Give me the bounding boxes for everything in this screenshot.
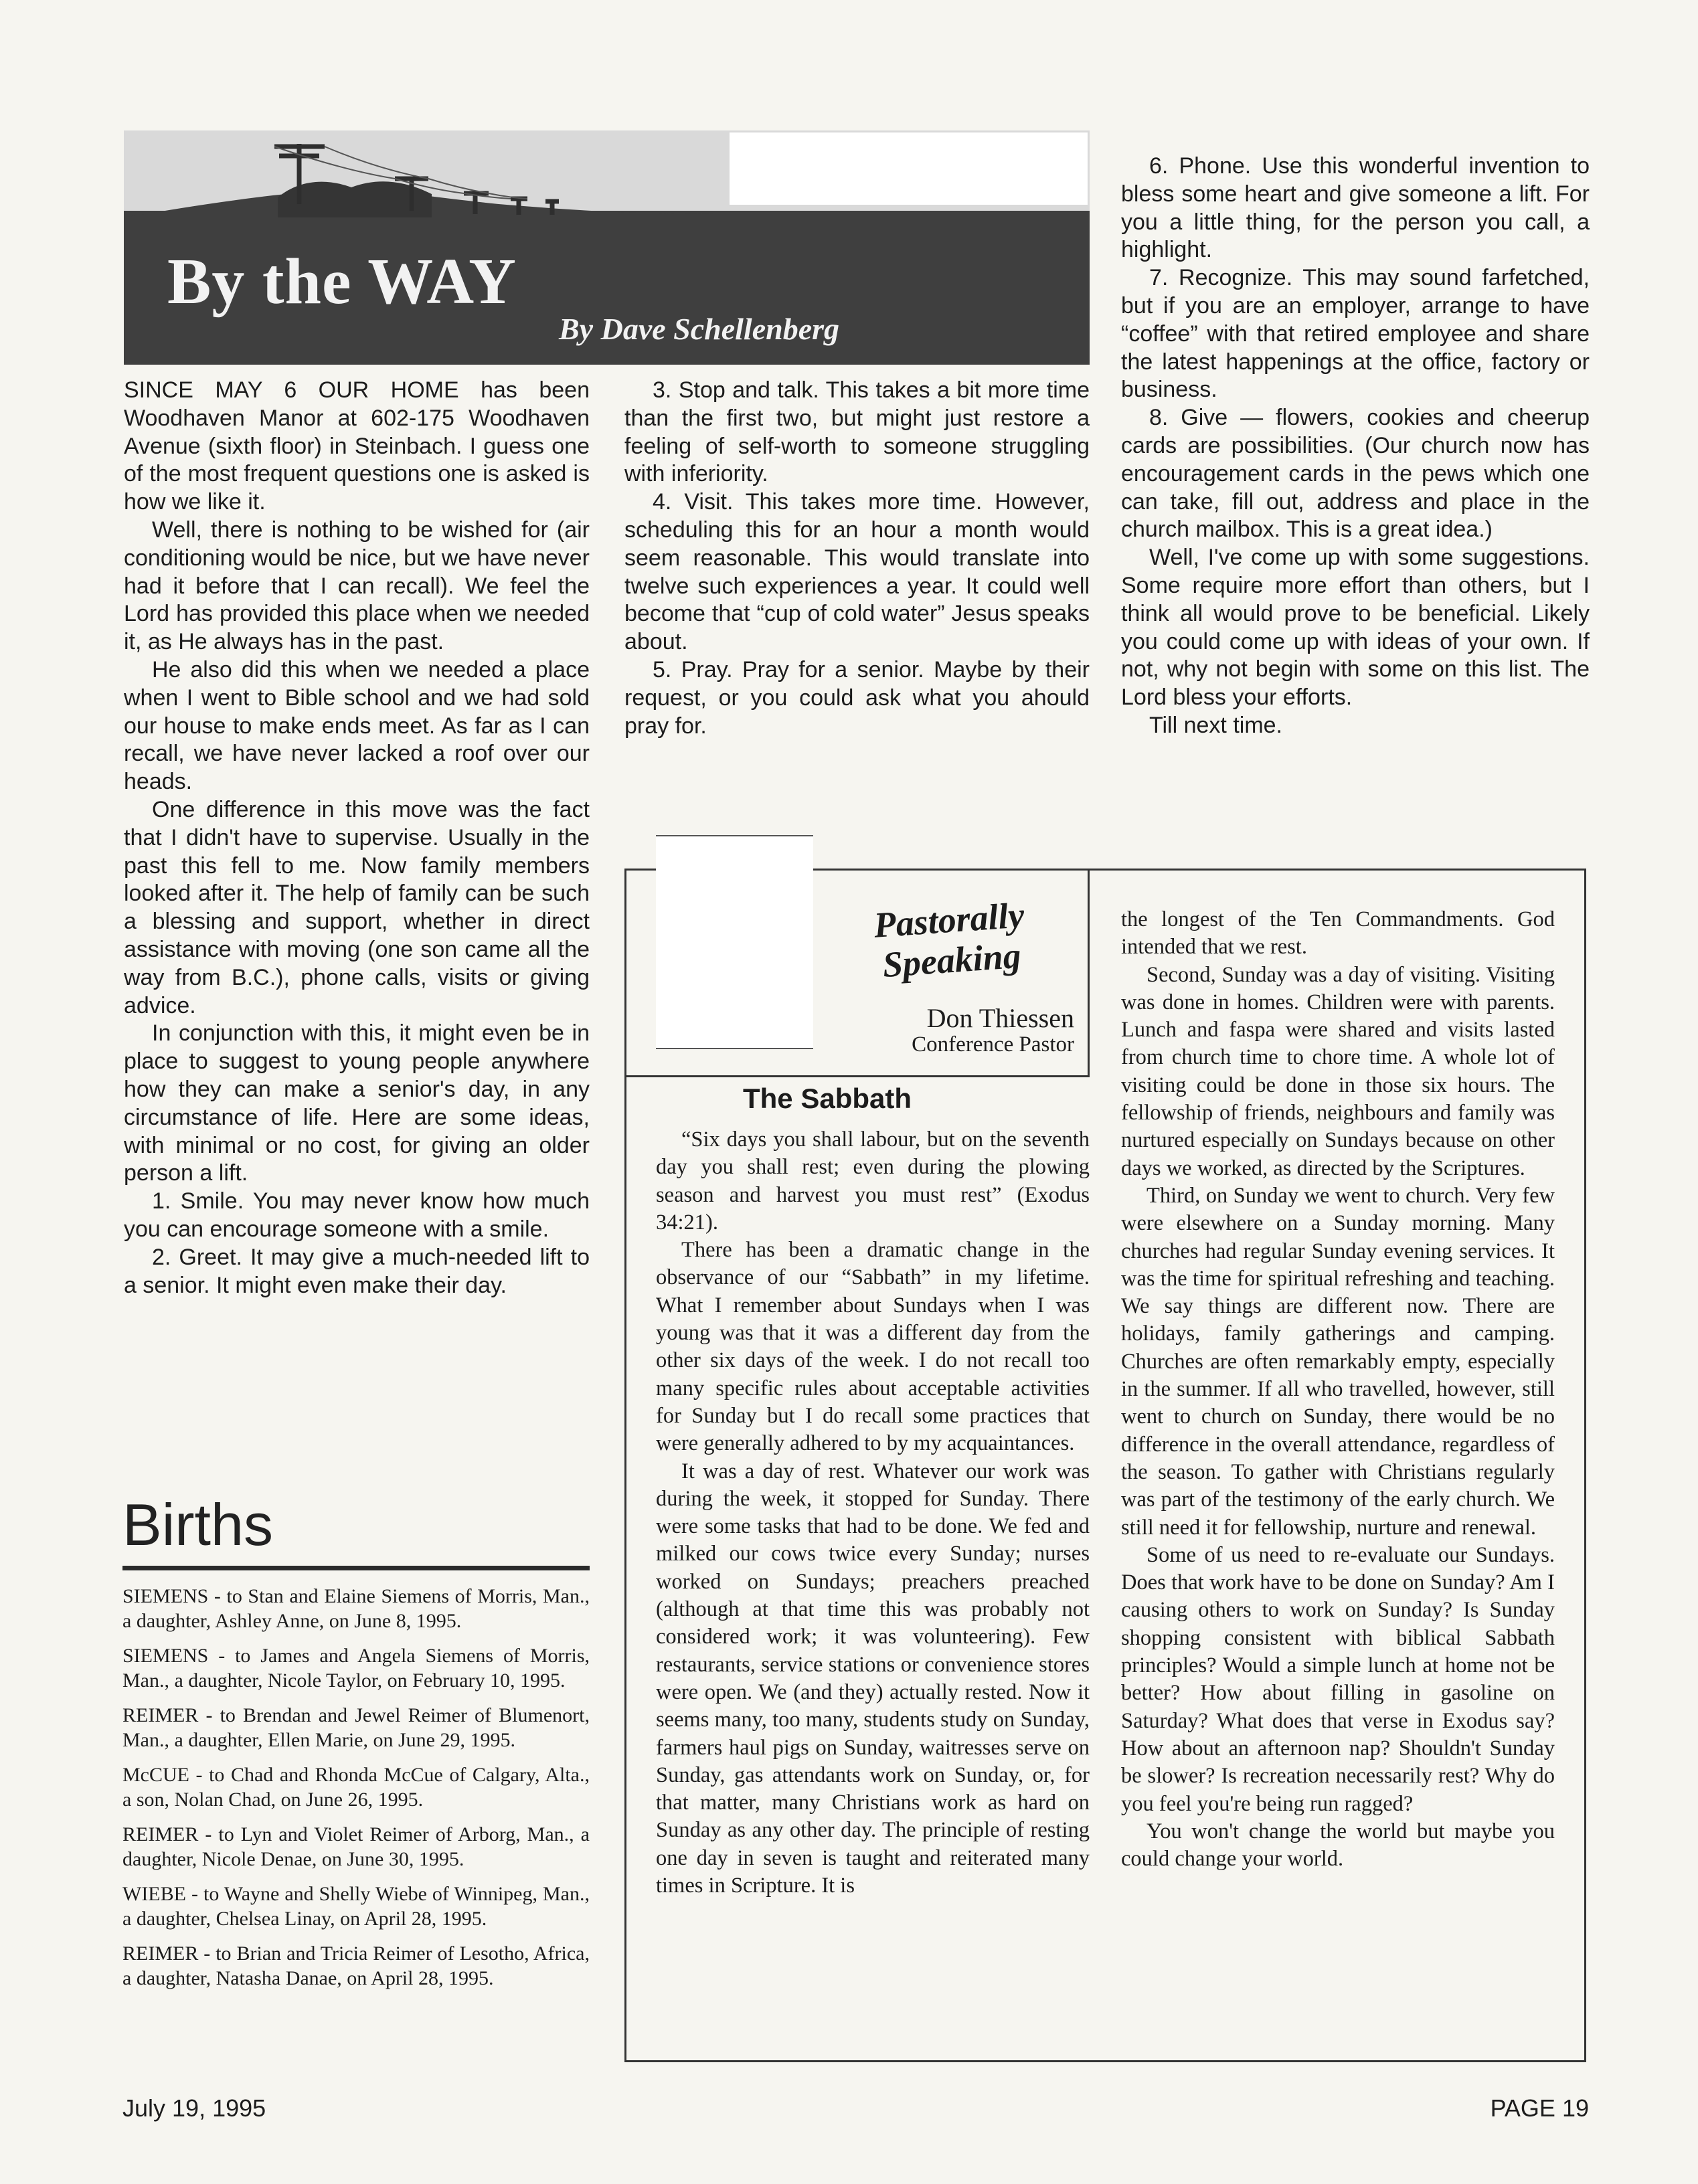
pastorally-title-line2: Speaking — [881, 935, 1023, 986]
paragraph: “Six days you shall labour, but on the seventh day you shall rest; even during the plowing season and harvest you must rest” (Exodus 34:21). — [656, 1127, 1090, 1235]
paragraph: Third, on Sunday we went to church. Very few were elsewhere on a Sunday morning. Many churches had regular Sunday evening services. It was the time for spiritual refreshing and teaching. We say things are different now. There are holidays, family gatherings and camping. Churches are often remarkably empty, especially in the summer. If all who travelled, however, still went to church on Sunday, there would be no difference in the overall attendance, regardless of the season. To gather with Christians regularly was part of the testimony of the early church. We still need it for fellowship, nurture and renewal. — [1121, 1183, 1555, 1540]
column-byline: By Dave Schellenberg — [559, 312, 840, 346]
paragraph: In conjunction with this, it might even be in place to suggest to young people anywhere how they can make a senior's day, in any circumstance of life. Here are some ideas, with minimal or no cost, for giving an older person a lift. — [124, 1020, 590, 1186]
pastor-name: Don Thiessen — [926, 1003, 1074, 1033]
birth-entry: REIMER - to Lyn and Violet Reimer of Arborg, Man., a daughter, Nicole Denae, on June 30, 1995. — [122, 1823, 590, 1870]
paragraph: 2. Greet. It may give a much-needed lift to a senior. It might even make their day. — [124, 1244, 590, 1298]
paragraph: 8. Give — flowers, cookies and cheerup cards are possibilities. (Our church now has encouragement cards in the pews which one can take, fill out, address and place in the church mailbox. This is a great idea.) — [1121, 405, 1590, 543]
birth-entry: SIEMENS - to James and Angela Siemens of Morris, Man., a daughter, Nicole Taylor, on February 10, 1995. — [122, 1645, 590, 1692]
paragraph: One difference in this move was the fact that I didn't have to supervise. Usually in the past this fell to me. Now family members looked after it. The help of family can be such a blessing and support, whether in direct assistance with moving (one son came all the way from B.C.), phone calls, visits or giving advice. — [124, 796, 590, 1018]
sabbath-article-title: The Sabbath — [743, 1083, 912, 1114]
paragraph: There has been a dramatic change in the observance of our “Sabbath” in my lifetime. What I remember about Sundays when I was young was that it was a different day from the other six days of the week. I do not recall too many specific rules about acceptable activities for Sunday but I do recall some practices that were generally adhered to by my acquaintances. — [656, 1238, 1090, 1456]
paragraph: It was a day of rest. Whatever our work was during the week, it stopped for Sunday. There were some tasks that had to be done. We fed and milked our cows twice every Sunday; nurses worked on Sundays; preachers preached (although at that time this was probably not considered work; it was volunteering). Few restaurants, service stations or convenience stores were open. We (and they) actually rested. Now it seems many, too many, students study on Sunday, farmers haul pigs on Sunday, waitresses serve on Sunday, gas attendants work on Sunday, or, for that matter, many Christians work as hard on Sunday as any other day. The principle of resting one day in seven is taught and reiterated many times in Scripture. It is — [656, 1459, 1090, 1898]
paragraph: Till next time. — [1149, 712, 1283, 738]
paragraph: 6. Phone. Use this wonderful invention to bless some heart and give someone a lift. For you a little thing, for the person you call, a highlight. — [1121, 153, 1590, 263]
paragraph: 5. Pray. Pray for a senior. Maybe by their request, or you could ask what you ahould pray for. — [624, 656, 1090, 739]
paragraph: Second, Sunday was a day of visiting. Visiting was done in homes. Children were with parents. Lunch and faspa were shared and visits lasted from church time to chore time. A whole lot of visiting could be done in those six hours. The fellowship of friends, neighbours and family was nurtured especially on Sundays because on other days we worked, as directed by the Scriptures. — [1121, 962, 1555, 1180]
article-column-1 — [124, 377, 590, 1299]
birth-entry: REIMER - to Brian and Tricia Reimer of Lesotho, Africa, a daughter, Natasha Danae, on April 28, 1995. — [122, 1942, 590, 1989]
article-column-2 — [624, 377, 1090, 740]
paragraph: the longest of the Ten Commandments. God intended that we rest. — [1121, 907, 1555, 960]
birth-entry: McCUE - to Chad and Rhonda McCue of Calgary, Alta., a son, Nolan Chad, on June 26, 1995. — [122, 1764, 590, 1811]
birth-entry: SIEMENS - to Stan and Elaine Siemens of Morris, Man., a daughter, Ashley Anne, on June 8, 1995. — [122, 1585, 590, 1632]
redacted-portrait — [656, 835, 813, 1049]
births-list — [122, 1584, 590, 2001]
paragraph: 3. Stop and talk. This takes a bit more time than the first two, but might just restore a feeling of self-worth to someone struggling with inferiority. — [624, 377, 1090, 487]
paragraph: Well, I've come up with some suggestions. Some require more effort than others, but I think all would prove to be beneficial. Likely you could come up with ideas of your own. If not, why not begin with some on this list. The Lord bless your efforts. — [1121, 545, 1590, 711]
paragraph: 7. Recognize. This may sound farfetched, but if you are an employer, arrange to have “coffee” with that retired employee and share the latest happenings at the office, factory or business. — [1121, 265, 1590, 403]
footer-page-number: PAGE 19 — [1490, 2094, 1589, 2122]
redacted-photo — [730, 132, 1088, 205]
sabbath-column-left — [656, 1126, 1090, 1900]
birth-entry: REIMER - to Brendan and Jewel Reimer of Blumenort, Man., a daughter, Ellen Marie, on June 29, 1995. — [122, 1704, 590, 1751]
paragraph: He also did this when we needed a place when I went to Bible school and we had sold our house to make ends meet. As far as I can recall, we have never lacked a roof over our heads. — [124, 656, 590, 795]
paragraph: 4. Visit. This takes more time. However, scheduling this for an hour a month would seem reasonable. This would translate into twelve such experiences a year. It could well become that “cup of cold water” Jesus speaks about. — [624, 489, 1090, 655]
paragraph: You won't change the world but maybe you could change your world. — [1121, 1819, 1555, 1872]
paragraph: Some of us need to re-evaluate our Sundays. Does that work have to be done on Sunday? Am I causing others to work on Sunday? Is Sunday shopping consistent with biblical Sabbath principles? Would a simple lunch at home not be better? How about filling in gasoline on Saturday? What does that verse in Exodus say? How about an afternoon nap? Shouldn't Sunday be slower? Is recreation necessarily rest? Why do you feel you're being run ragged? — [1121, 1542, 1555, 1816]
births-divider — [122, 1566, 590, 1570]
births-heading: Births — [122, 1491, 273, 1558]
column-title: By the WAY — [167, 246, 517, 318]
article-column-3 — [1121, 153, 1590, 740]
footer-date: July 19, 1995 — [122, 2094, 266, 2122]
pastor-role: Conference Pastor — [912, 1032, 1074, 1057]
paragraph: 1. Smile. You may never know how much you can encourage someone with a smile. — [124, 1188, 590, 1242]
pastorally-title — [827, 892, 1073, 989]
birth-entry: WIEBE - to Wayne and Shelly Wiebe of Winnipeg, Man., a daughter, Chelsea Linay, on April 28, 1995. — [122, 1883, 590, 1930]
pastorally-title-line1: Pastorally — [872, 895, 1026, 945]
paragraph: SINCE MAY 6 OUR HOME has been Woodhaven Manor at 602-175 Woodhaven Avenue (sixth floor) in Steinbach. I guess one of the most frequent questions one is asked is how we like it. — [124, 377, 590, 515]
sabbath-column-right — [1121, 906, 1555, 1873]
paragraph: Well, there is nothing to be wished for (air conditioning would be nice, but we have never had it before that I can recall). We feel the Lord has provided this place when we needed it, as He always has in the past. — [124, 517, 590, 655]
